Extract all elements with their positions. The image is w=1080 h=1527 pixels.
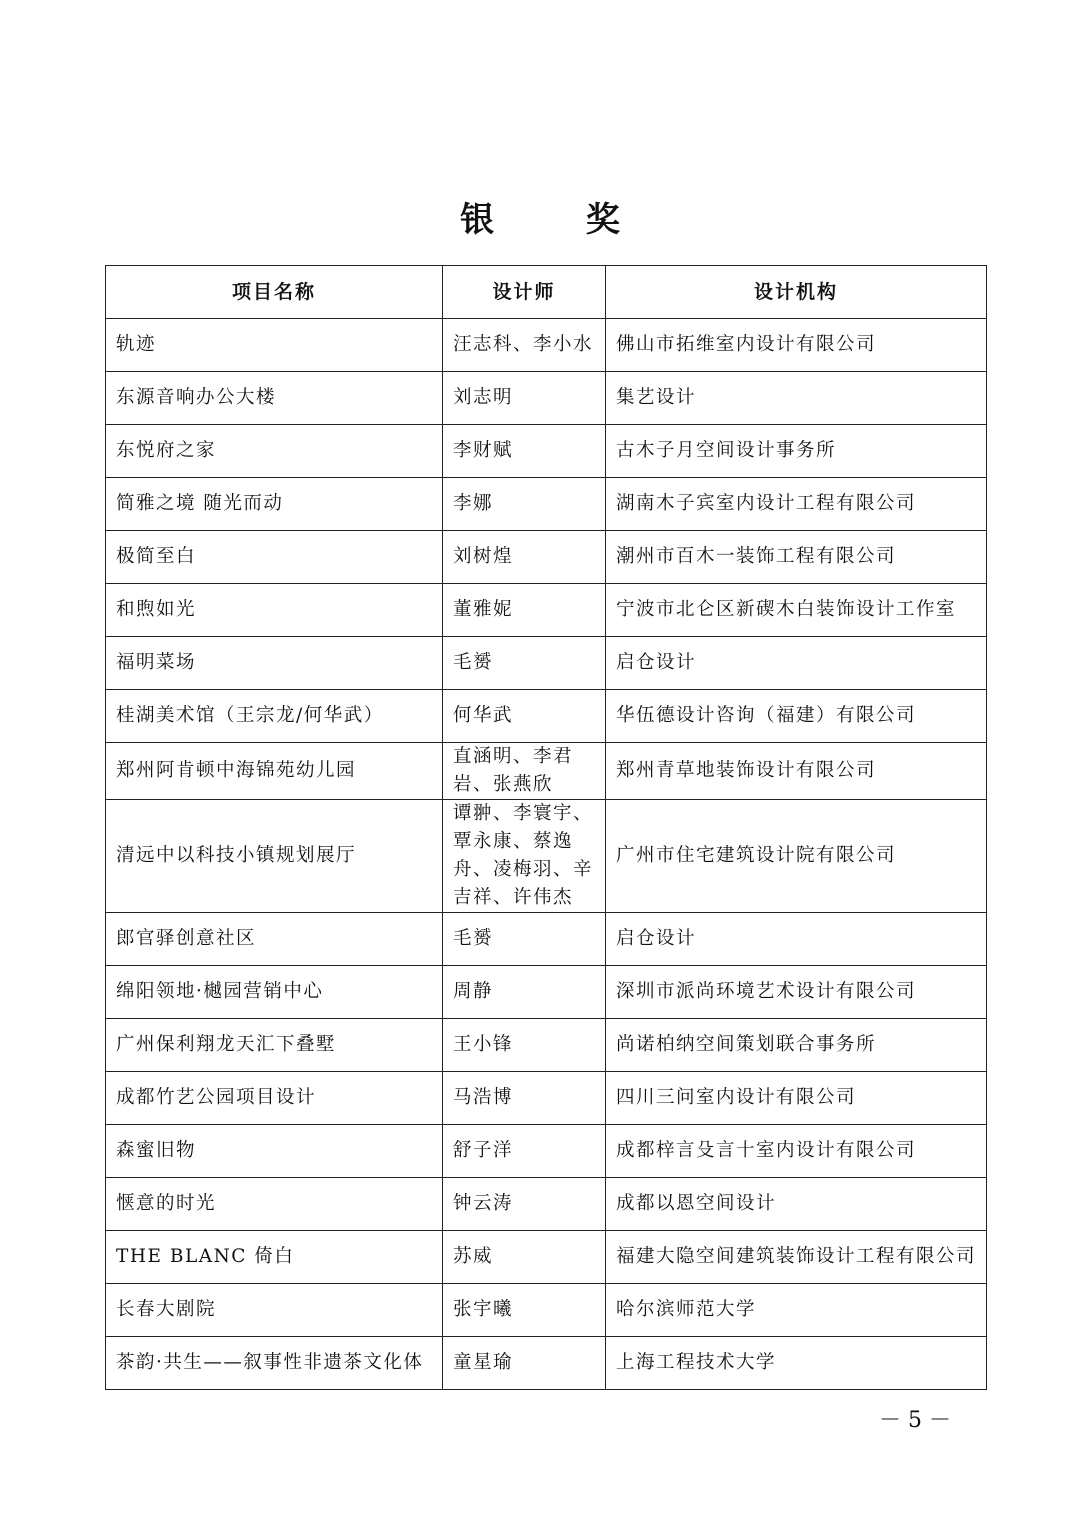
table-row [106,1125,987,1178]
table-row [106,1178,987,1231]
designer-name: 王小锋 [443,1019,606,1072]
table-row [106,800,987,913]
project-name: 东悦府之家 [106,425,443,478]
designer-name: 谭翀、李寰宇、覃永康、蔡逸舟、凌梅羽、辛吉祥、许伟杰 [443,800,606,913]
project-name: 郎官驿创意社区 [106,913,443,966]
designer-name: 钟云涛 [443,1178,606,1231]
table-row [106,1284,987,1337]
project-name: 东源音响办公大楼 [106,372,443,425]
designer-name: 张宇曦 [443,1284,606,1337]
project-name: 惬意的时光 [106,1178,443,1231]
table-row [106,584,987,637]
awards-table [105,265,987,1390]
agency-name: 启仓设计 [606,637,987,690]
table-row [106,425,987,478]
table-row [106,319,987,372]
designer-name: 何华武 [443,690,606,743]
project-name: 极简至白 [106,531,443,584]
agency-name: 四川三问室内设计有限公司 [606,1072,987,1125]
agency-name: 古木子月空间设计事务所 [606,425,987,478]
designer-name: 周静 [443,966,606,1019]
agency-name: 宁波市北仑区新碶木白装饰设计工作室 [606,584,987,637]
designer-name: 毛赟 [443,637,606,690]
agency-name: 成都以恩空间设计 [606,1178,987,1231]
column-header-agency: 设计机构 [606,266,987,319]
table-row [106,478,987,531]
table-row [106,637,987,690]
agency-name: 郑州青草地装饰设计有限公司 [606,743,987,800]
designer-name: 刘志明 [443,372,606,425]
agency-name: 深圳市派尚环境艺术设计有限公司 [606,966,987,1019]
project-name: 福明菜场 [106,637,443,690]
project-name: 茶韵·共生——叙事性非遗茶文化体 [106,1337,443,1390]
project-name: 和煦如光 [106,584,443,637]
designer-name: 李娜 [443,478,606,531]
designer-name: 汪志科、李小水 [443,319,606,372]
agency-name: 启仓设计 [606,913,987,966]
table-row [106,743,987,800]
project-name: 郑州阿肯顿中海锦苑幼儿园 [106,743,443,800]
table-row [106,1072,987,1125]
agency-name: 佛山市拓维室内设计有限公司 [606,319,987,372]
agency-name: 哈尔滨师范大学 [606,1284,987,1337]
designer-name: 董雅妮 [443,584,606,637]
project-name: THE BLANC 倚白 [106,1231,443,1284]
agency-name: 福建大隐空间建筑装饰设计工程有限公司 [606,1231,987,1284]
page-number: － 5 － [879,1408,951,1433]
table-row [106,1337,987,1390]
designer-name: 马浩博 [443,1072,606,1125]
table-header-row [106,266,987,319]
column-header-project: 项目名称 [106,266,443,319]
agency-name: 华伍德设计咨询（福建）有限公司 [606,690,987,743]
designer-name: 刘树煌 [443,531,606,584]
agency-name: 潮州市百木一装饰工程有限公司 [606,531,987,584]
agency-name: 尚诺柏纳空间策划联合事务所 [606,1019,987,1072]
project-name: 简雅之境 随光而动 [106,478,443,531]
project-name: 森蜜旧物 [106,1125,443,1178]
page-title: 银 奖 [460,200,660,240]
table-row [106,690,987,743]
project-name: 长春大剧院 [106,1284,443,1337]
column-header-designer: 设计师 [443,266,606,319]
project-name: 清远中以科技小镇规划展厅 [106,800,443,913]
designer-name: 苏威 [443,1231,606,1284]
project-name: 轨迹 [106,319,443,372]
table-row [106,372,987,425]
agency-name: 集艺设计 [606,372,987,425]
agency-name: 成都梓言殳言十室内设计有限公司 [606,1125,987,1178]
designer-name: 李财赋 [443,425,606,478]
project-name: 成都竹艺公园项目设计 [106,1072,443,1125]
table-row [106,913,987,966]
project-name: 绵阳领地·樾园营销中心 [106,966,443,1019]
agency-name: 广州市住宅建筑设计院有限公司 [606,800,987,913]
table-row [106,966,987,1019]
project-name: 桂湖美术馆（王宗龙/何华武） [106,690,443,743]
agency-name: 湖南木子宾室内设计工程有限公司 [606,478,987,531]
table-row [106,531,987,584]
designer-name: 毛赟 [443,913,606,966]
designer-name: 舒子洋 [443,1125,606,1178]
designer-name: 童星瑜 [443,1337,606,1390]
table-row [106,1231,987,1284]
table-row [106,1019,987,1072]
designer-name: 直涵明、李君岩、张燕欣 [443,743,606,800]
agency-name: 上海工程技术大学 [606,1337,987,1390]
project-name: 广州保利翔龙天汇下叠墅 [106,1019,443,1072]
